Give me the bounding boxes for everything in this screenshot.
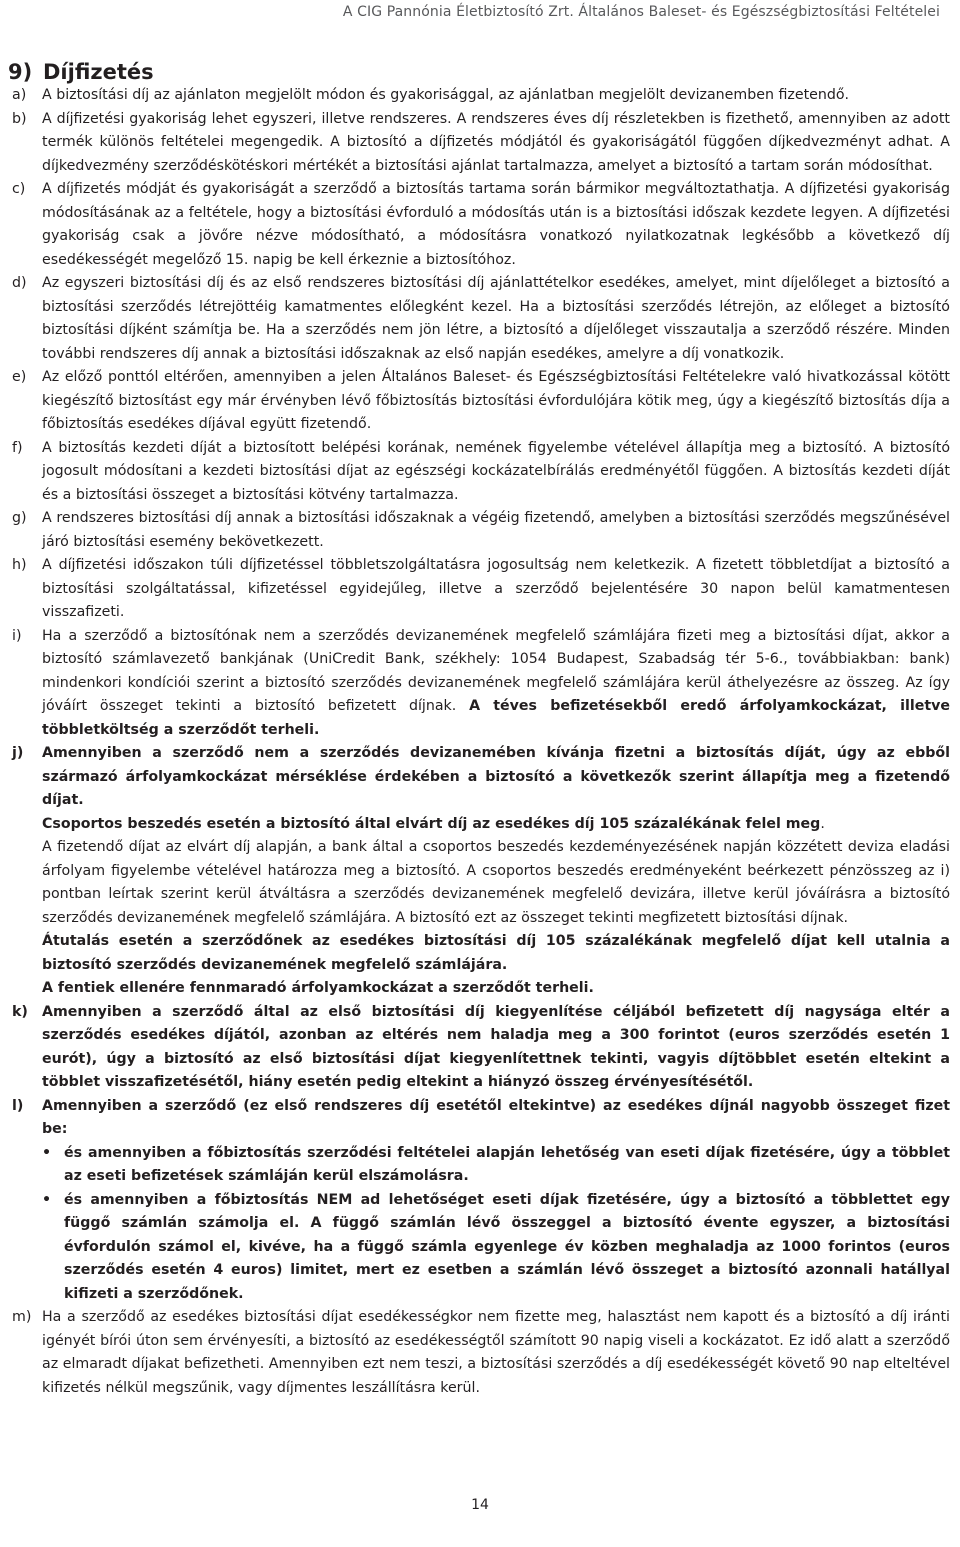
item-j xyxy=(12,742,950,1001)
item-paragraph: A fizetendő díjat az elvárt díj alapján, a bank által a csoportos beszedés kezdeményezésének napján közzétett deviza eladási árfolyam figyelembe vételével határozza meg a biztosító. A csoportos beszedés eredményeként beérkezett pénzösszeg az i) pontban leírtak szerint kerül átváltásra a szerződés devizanemének megfelelő devizára, illetve kerül jóváírásra a biztosító szerződés devizanemének megfelelő számlájára. A biztosító ezt az összeget tekinti megfizetett biztosítási díjnak. xyxy=(42,839,950,926)
item-paragraph: A fentiek ellenére fennmaradó árfolyamkockázat a szerződőt terheli. xyxy=(42,980,594,996)
item-e xyxy=(12,366,950,437)
item-text-regular: . xyxy=(820,815,825,832)
item-text xyxy=(42,625,950,743)
item-paragraph: Amennyiben a szerződő nem a szerződés devizanemében kívánja fizetni a biztosítás díját, úgy az ebből származó árfolyamkockázat mérséklése érdekében a biztosító a következők szerint állapítja meg a fizetendő díjat. xyxy=(42,745,950,808)
section-title xyxy=(8,60,154,84)
bullet-icon: • xyxy=(42,1191,52,1208)
item-text: Ha a szerződő az esedékes biztosítási díjat esedékességkor nem fizette meg, halasztást nem kapott és a biztosító a díj iránti igényét bírói úton sem érvényesíti, a biztosító az esedékességtől számított 90 napig viseli a kockázatot. Ez idő alatt a szerződő az elmaradt díjakat befizetheti. Amennyiben ezt nem teszi, a biztosítási szerződés a díj esedékességét követő 90 nap elteltével kifizetés nélkül megszűnik, vagy díjmentes leszállításra kerül. xyxy=(42,1309,950,1396)
list-item-text: és amennyiben a főbiztosítás szerződési feltételei alapján lehetőség van eseti díjak fizetésére, úgy a többlet az eseti befizetések számláján kerül elszámolásra. xyxy=(64,1144,950,1184)
item-i xyxy=(12,625,950,743)
item-b xyxy=(12,108,950,179)
item-text: A biztosítási díj az ajánlaton megjelölt módon és gyakorisággal, az ajánlatban megjelölt devizanemben fizetendő. xyxy=(42,87,850,103)
item-letter: k) xyxy=(12,1003,28,1020)
list-item-text: és amennyiben a főbiztosítás NEM ad lehetőséget eseti díjak fizetésére, úgy a biztosító a többlettet egy függő számlán számolja el. A függő számlán lévő összeggel a biztosító évente egyszer, a biztosítási évfordulón számol el, kivéve, ha a függő számla egyenlege év közben meghaladja az 1000 forintos (euros szerződés esetén 4 euros) limitet, mert ez esetben a számlán lévő összeget a biztosító azonnali hatállyal kifizeti a szerződőnek. xyxy=(64,1191,950,1302)
item-letter: g) xyxy=(12,510,27,526)
item-text: Amennyiben a szerződő által az első biztosítási díj kiegyenlítése céljából befizetett díj nagysága eltér a szerződés esedékes díjától, azonban az eltérés nem haladja meg a 300 forintot (euros szerződés esetén 1 eurót), úgy a biztosító az első biztosítási díjat kiegyenlítettnek tekinti, vagyis díjtöbblet esetén eltekint a többlet visszafizetésétől, hiány esetén pedig eltekint a hiányzó összeg érvényesítésétől. xyxy=(42,1003,950,1090)
bullet-list xyxy=(42,1142,950,1307)
item-text: Az egyszeri biztosítási díj és az első rendszeres biztosítási díj ajánlattételkor esedékes, amelyet, mint díjelőleget a biztosító a biztosítási szerződés létrejöttéig kamatmentes előlegként kezel. Ha a biztosítási szerződés létrejön, az előleget a biztosító biztosítási díjként számítja be. Ha a szerződés nem jön létre, a biztosító a díjelőleget visszautalja a szerződő részére. Minden további rendszeres díj annak a biztosítási időszaknak az első napján esedékes, amelyre a díj vonatkozik. xyxy=(42,275,950,362)
item-letter: d) xyxy=(12,275,27,291)
item-h xyxy=(12,554,950,625)
section-heading: Díjfizetés xyxy=(43,60,154,84)
section-number: 9) xyxy=(8,60,33,84)
item-text: A díjfizetés módját és gyakoriságát a szerződő a biztosítás tartama során bármikor megváltoztathatja. A díjfizetési gyakoriság módosításának az a feltétele, hogy a biztosítási évforduló a módosítás után is a biztosítási időszak kezdete legyen. A díjfizetési gyakoriság csak a jövőre nézve módosítható, a módosításra vonatkozó nyilatkozatnak legkésőbb a következő díj esedékességét megelőző 15. napig be kell érkeznie a biztosítóhoz. xyxy=(42,181,950,268)
item-paragraph xyxy=(42,813,950,837)
item-text: Az előző ponttól eltérően, amennyiben a jelen Általános Baleset- és Egészségbiztosítási Feltételekre való hivatkozással kötött kiegészítő biztosítást egy már érvényben lévő főbiztosítás biztosítási évfordulójára kötik meg, úgy a kiegészítő biztosítás díja a főbiztosítás esedékes díjával együtt fizetendő. xyxy=(42,369,950,432)
item-list xyxy=(12,84,950,1400)
list-item xyxy=(42,1189,950,1307)
item-letter: j) xyxy=(12,745,24,761)
item-c xyxy=(12,178,950,272)
item-text: A díjfizetési időszakon túli díjfizetéssel többletszolgáltatásra jogosultság nem keletkezik. A fizetett többletdíjat a biztosító a biztosítási szolgáltatással, kifizetéssel egyidejűleg, illetve a szerződő bejelentésére 30 napon belül kamatmentesen visszafizeti. xyxy=(42,557,950,620)
item-l xyxy=(12,1095,950,1307)
item-text: A biztosítás kezdeti díját a biztosított belépési korának, nemének figyelembe vételével állapítja meg a biztosító. A biztosító jogosult módosítani a kezdeti biztosítási díjat az egészségi kockázatelbírálás eredményétől függően. A biztosítás kezdeti díját és a biztosítási összeget a biztosítási kötvény tartalmazza. xyxy=(42,439,950,503)
item-paragraph: Átutalás esetén a szerződőnek az esedékes biztosítási díj 105 százalékának megfelelő díjat kell utalnia a biztosító szerződés devizanemének megfelelő számlájára. xyxy=(42,933,950,973)
item-letter: l) xyxy=(12,1097,24,1114)
item-paragraph: Amennyiben a szerződő (ez első rendszeres díj esetétől eltekintve) az esedékes díjnál nagyobb összeget fizet be: xyxy=(42,1097,950,1137)
item-text-regular: Ha a szerződő a biztosítónak nem a szerződés devizanemének megfelelő számlájára fizeti meg a biztosítási díjat, akkor a biztosító számlavezető bankjának (UniCredit Bank, székhely: 1054 Budapest, Szabadság tér 5-6., továbbiakban: bank) mindenkori kondíciói szerint a biztosító szerződés devizanemének megfelelő számlájára kerül áthelyezésre az összeg. Az így jóváírt összeget tekinti a biztosító befizetett díjnak. xyxy=(42,627,950,714)
item-g xyxy=(12,507,950,554)
item-text-bold: Csoportos beszedés esetén a biztosító által elvárt díj az esedékes díj 105 százalékának felel meg xyxy=(42,815,821,832)
item-a xyxy=(12,84,950,108)
item-letter: i) xyxy=(12,627,22,644)
item-letter: e) xyxy=(12,369,27,385)
running-header: A CIG Pannónia Életbiztosító Zrt. Általános Baleset- és Egészségbiztosítási Feltételei xyxy=(342,4,940,20)
item-letter: m) xyxy=(12,1309,32,1325)
item-letter: f) xyxy=(12,439,23,456)
list-item xyxy=(42,1142,950,1189)
item-k xyxy=(12,1001,950,1095)
bullet-icon: • xyxy=(42,1144,52,1161)
item-m xyxy=(12,1306,950,1400)
item-text: A díjfizetési gyakoriság lehet egyszeri, illetve rendszeres. A rendszeres éves díj részletekben is fizethető, amennyiben az adott termék különös feltételei megengedik. A biztosító a díjfizetés módjától és gyakoriságától függően díjkedvezményt adhat. A díjkedvezmény szerződéskötéskori mértékét a biztosítási ajánlat tartalmazza, amelyet a biztosító a tartam során módosíthat. xyxy=(42,110,950,174)
item-letter: h) xyxy=(12,557,27,573)
item-letter: c) xyxy=(12,181,26,197)
item-text-bold: A téves befizetésekből eredő árfolyamkockázat, illetve többletköltség a szerződőt terheli. xyxy=(42,698,950,738)
item-letter: b) xyxy=(12,110,27,127)
item-d xyxy=(12,272,950,366)
item-text: A rendszeres biztosítási díj annak a biztosítási időszaknak a végéig fizetendő, amelyben a biztosítási szerződés megszűnésével járó biztosítási esemény bekövetkezett. xyxy=(42,510,950,550)
page-number: 14 xyxy=(471,1497,489,1513)
item-letter: a) xyxy=(12,87,27,103)
item-f xyxy=(12,437,950,508)
